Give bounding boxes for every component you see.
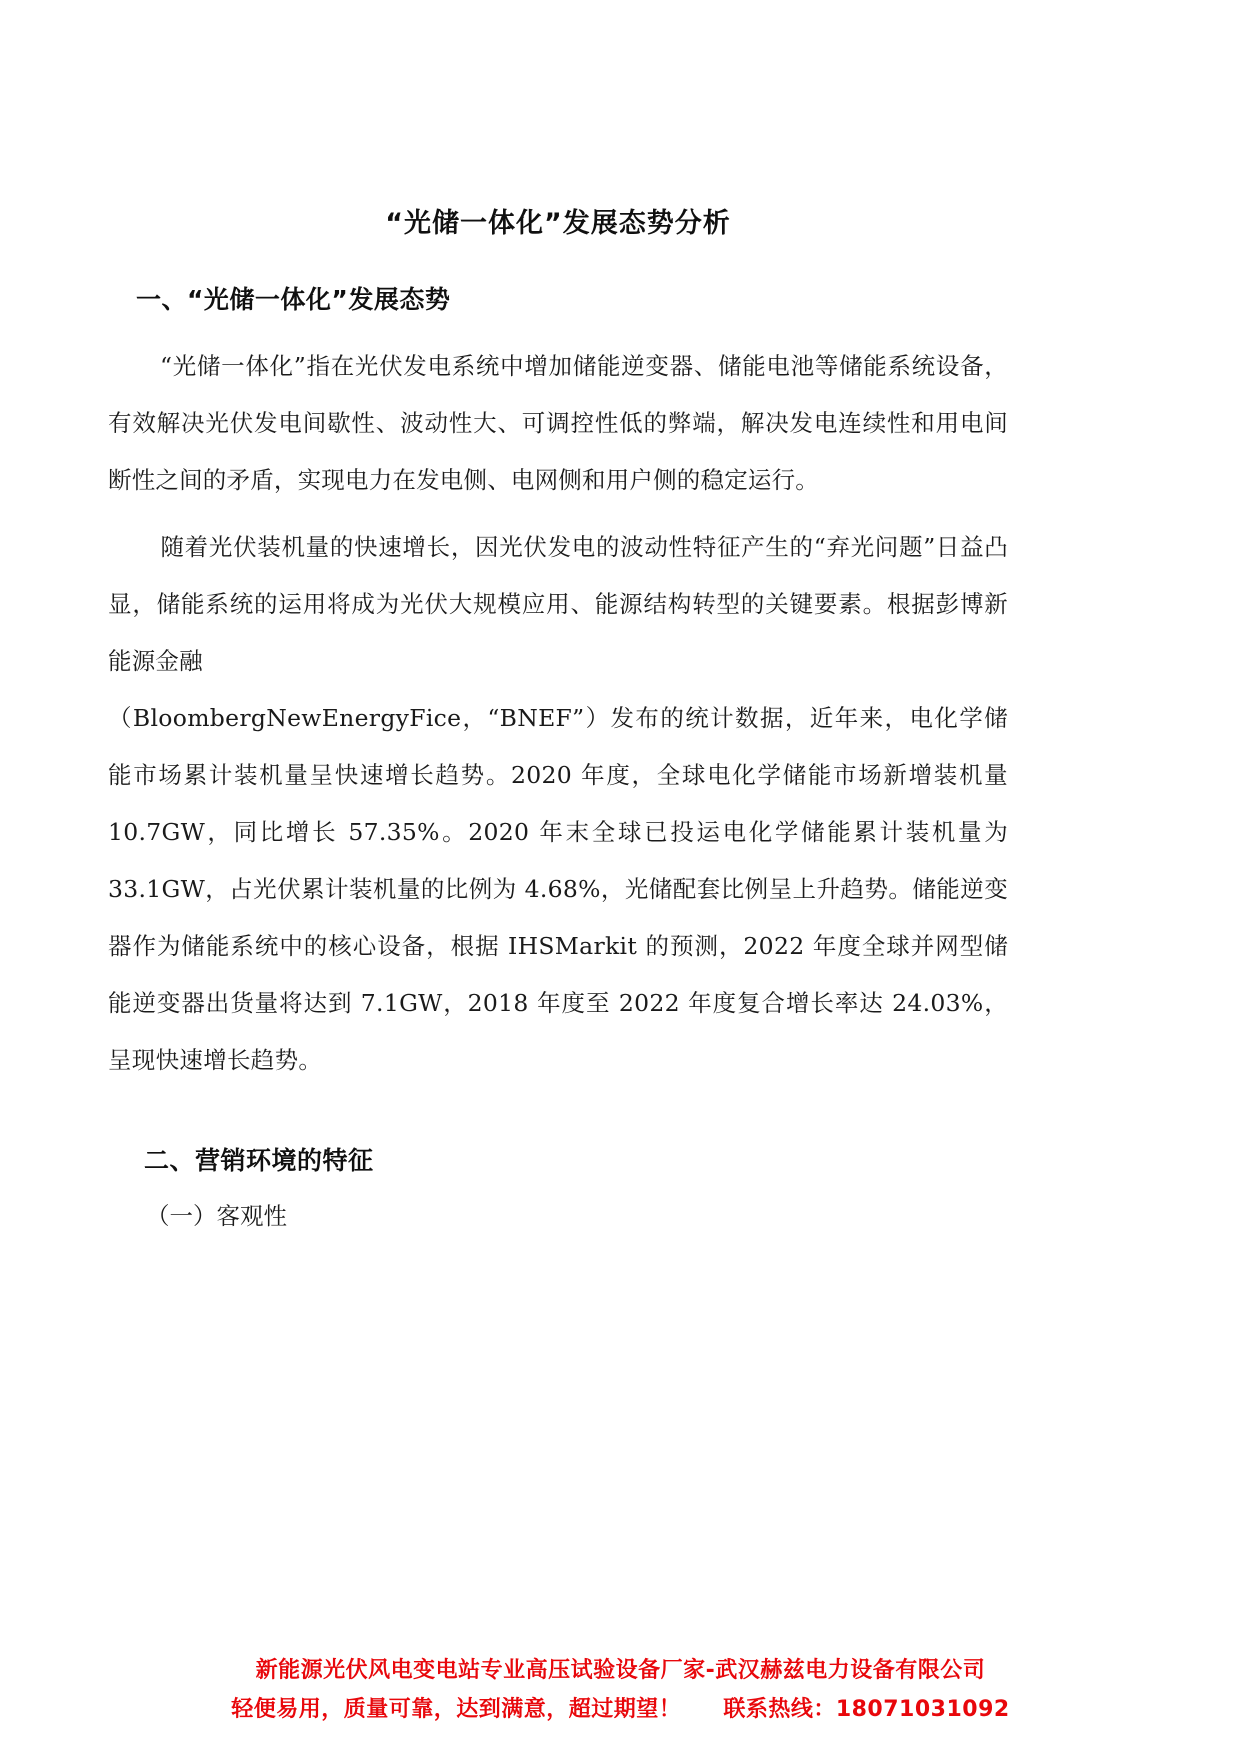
paragraph-two: [108, 509, 1008, 690]
document-body: [108, 0, 1008, 1245]
paragraph-two-text: 随着光伏装机量的快速增长，因光伏发电的波动性特征产生的“弃光问题”日益凸显，储能系统的运用将成为光伏大规模应用、能源结构转型的关键要素。根据彭博新能源金融: [108, 532, 1008, 675]
paragraph-two-continued-text: （BloombergNewEnergyFice，“BNEF”）发布的统计数据，近年来，电化学储能市场累计装机量呈快速增长趋势。2020 年度，全球电化学储能市场新增装机量 10.7GW，同比增长 57.35%。2020 年末全球已投运电化学储能累计装机量为 33.1GW，占光伏累计装机量的比例为 4.68%，光储配套比例呈上升趋势。储能逆变器作为储能系统中的核心设备，根据 IHSMarkit 的预测，2022 年度全球并网型储能逆变器出货量将达到 7.1GW，2018 年度至 2022 年度复合增长率达 24.03%，呈现快速增长趋势。: [108, 703, 1008, 1074]
footer-hotline: 联系热线：18071031092: [723, 1697, 1010, 1722]
subheading-one: （一）客观性: [146, 1201, 287, 1230]
footer-company-line: 新能源光伏风电变电站专业高压试验设备厂家-武汉赫兹电力设备有限公司: [255, 1658, 986, 1683]
paragraph-one-text: “光储一体化”指在光伏发电系统中增加储能逆变器、储能电池等储能系统设备，有效解决光伏发电间歇性、波动性大、可调控性低的弊端，解决发电连续性和用电间断性之间的矛盾，实现电力在发电侧、电网侧和用户侧的稳定运行。: [108, 351, 1008, 494]
section-heading-two: 二、营销环境的特征: [144, 1145, 374, 1175]
paragraph-one: [108, 316, 1008, 509]
footer-slogan: 轻便易用，质量可靠，达到满意，超过期望！: [231, 1697, 682, 1722]
footer-contact-line: [0, 1693, 1241, 1726]
page-title: “光储一体化”发展态势分析: [385, 208, 731, 239]
footer-advertisement: [0, 1654, 1241, 1726]
section-heading-one: 一、“光储一体化”发展态势: [136, 285, 451, 315]
paragraph-two-continued: [108, 690, 1008, 1089]
